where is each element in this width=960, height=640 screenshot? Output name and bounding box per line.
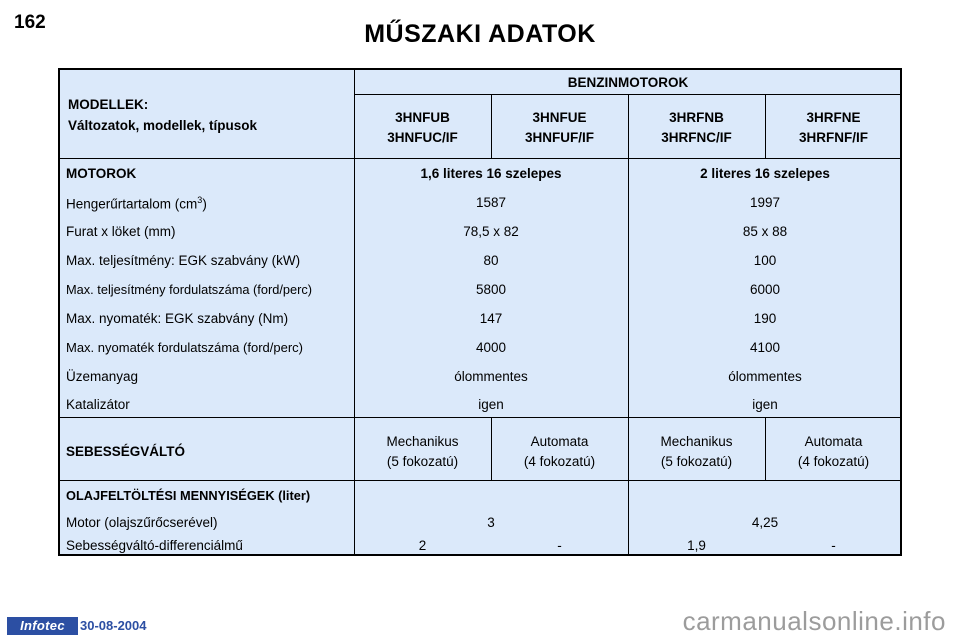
variant-1: 3HNFUB 3HNFUC/IF xyxy=(387,110,458,145)
row-label-catalyst: Katalizátor xyxy=(66,397,130,412)
watermark: carmanualsonline.info xyxy=(682,606,946,636)
row-label-power-rpm: Max. teljesítmény fordulatszáma (ford/perc) xyxy=(66,282,313,297)
gearbox-col-4: Automata (4 fokozatú) xyxy=(797,434,870,469)
row-value-2: igen xyxy=(752,397,778,412)
page-title: MŰSZAKI ADATOK xyxy=(364,20,596,48)
oil-capacity-label: OLAJFELTÖLTÉSI MENNYISÉGEK (liter) xyxy=(66,488,311,503)
divider-oil-top xyxy=(60,480,902,481)
row-value-2: ólommentes xyxy=(728,369,802,384)
oil-engine-label: Motor (olajszűrőcserével) xyxy=(66,515,218,530)
footer-date: 30-08-2004 xyxy=(80,618,147,633)
models-title: MODELLEK: xyxy=(68,97,149,112)
row-value-2: 190 xyxy=(753,311,777,326)
oil-gearbox-value-2: - xyxy=(557,538,562,553)
gearbox-label: SEBESSÉGVÁLTÓ xyxy=(66,444,186,459)
row-value-1: 80 xyxy=(483,253,499,268)
engines-label: MOTOROK xyxy=(66,166,137,181)
variant-4: 3HRFNE 3HRFNF/IF xyxy=(799,110,868,145)
divider-gearbox-top xyxy=(60,417,902,418)
spec-table xyxy=(58,68,902,556)
row-value-2: 100 xyxy=(753,253,777,268)
row-label-max-power: Max. teljesítmény: EGK szabvány (kW) xyxy=(66,253,301,268)
gearbox-col-1: Mechanikus (5 fokozatú) xyxy=(386,434,459,469)
gearbox-col-2: Automata (4 fokozatú) xyxy=(523,434,596,469)
oil-engine-value-2: 4,25 xyxy=(751,515,779,530)
row-value-2: 85 x 88 xyxy=(742,224,788,239)
row-value-1: 147 xyxy=(479,311,503,326)
row-value-1: 4000 xyxy=(475,340,507,355)
row-value-2: 6000 xyxy=(749,282,781,297)
oil-engine-value-1: 3 xyxy=(487,515,495,530)
row-value-1: ólommentes xyxy=(454,369,528,384)
oil-gearbox-value-4: - xyxy=(831,538,836,553)
row-value-2: 1997 xyxy=(749,195,781,210)
gearbox-col-3: Mechanikus (5 fokozatú) xyxy=(660,434,733,469)
row-value-1: 1587 xyxy=(475,195,507,210)
oil-gearbox-value-1: 2 xyxy=(418,538,427,553)
row-label-fuel: Üzemanyag xyxy=(66,369,139,384)
row-value-2: 4100 xyxy=(749,340,781,355)
row-value-1: 78,5 x 82 xyxy=(463,224,519,239)
row-label-bore-stroke: Furat x löket (mm) xyxy=(66,224,176,239)
models-subtitle: Változatok, modellek, típusok xyxy=(68,118,258,133)
engines-col-1: 1,6 literes 16 szelepes xyxy=(420,166,562,181)
variant-3: 3HRFNB 3HRFNC/IF xyxy=(661,110,732,145)
row-label-torque-rpm: Max. nyomaték fordulatszáma (ford/perc) xyxy=(66,340,303,355)
variant-2: 3HNFUE 3HNFUF/IF xyxy=(525,110,594,145)
row-value-1: 5800 xyxy=(475,282,507,297)
row-label-displacement: Hengerűrtartalom $(cm^3)$ xyxy=(66,195,207,212)
divider-header xyxy=(60,158,902,159)
engine-group-header: BENZINMOTOROK xyxy=(567,75,689,90)
engines-col-2: 2 literes 16 szelepes xyxy=(700,166,830,181)
row-value-1: igen xyxy=(478,397,504,412)
oil-gearbox-label: Sebességváltó-differenciálmű xyxy=(66,538,243,553)
page-number: 162 xyxy=(14,12,46,33)
infotec-logo: Infotec xyxy=(7,617,78,635)
row-label-max-torque: Max. nyomaték: EGK szabvány (Nm) xyxy=(66,311,289,326)
oil-gearbox-value-3: 1,9 xyxy=(687,538,706,553)
